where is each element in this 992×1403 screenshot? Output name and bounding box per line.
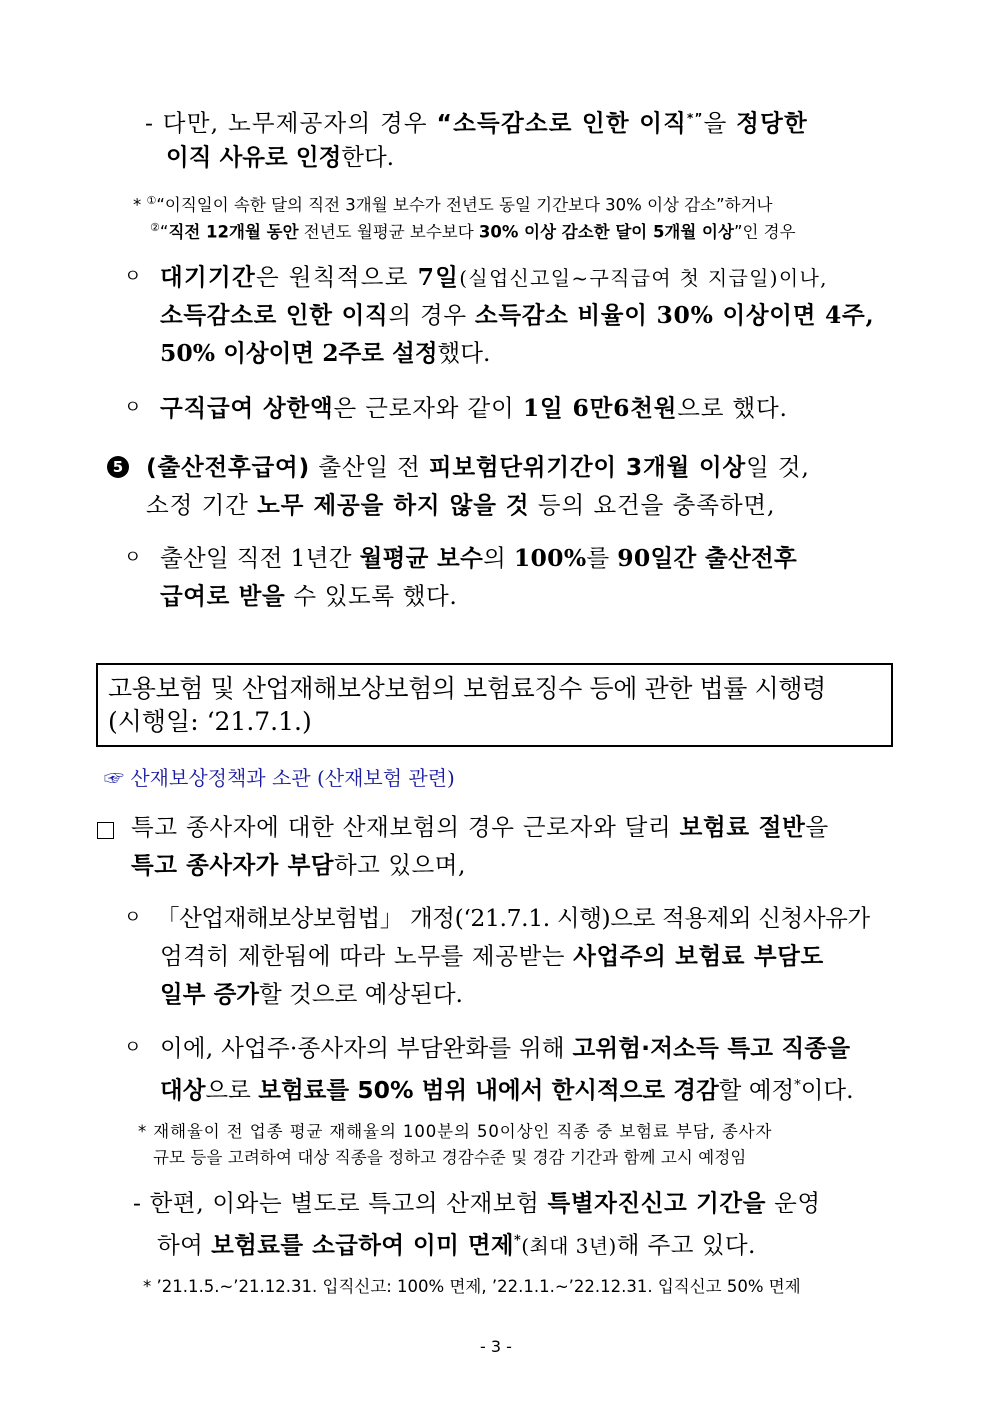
footnote-2 (150, 217, 796, 244)
page-number: - 3 - (480, 1337, 512, 1356)
text: 이에, 사업주·종사자의 부담완화를 위해 (160, 1034, 573, 1062)
bullet-marker: ㅇ (124, 397, 142, 418)
bullet-marker: ㅇ (124, 907, 142, 928)
text: 을 (703, 108, 737, 137)
bullet-marker: ㅇ (124, 266, 142, 287)
text-bold: 특고 종사자가 부담 (131, 851, 334, 879)
text: 운영 (766, 1189, 821, 1217)
text: 특고 종사자에 대한 산재보험의 경우 근로자와 달리 (131, 813, 680, 841)
regulation-title: 고용보험 및 산업재해보상보험의 보험료징수 등에 관한 법률 시행령 (108, 674, 826, 703)
footnote-mark: * (794, 1078, 801, 1093)
footnote-4 (143, 1276, 801, 1298)
text: 「산업재해보상보험법」 개정(‘21.7.1. 시행)으로 적용제외 신청사유가 (156, 904, 870, 932)
text-bold: 직전 12개월 동안 (168, 222, 299, 242)
department-reference: ☞ 산재보상정책과 소관 (산재보험 관련) (104, 766, 455, 790)
text: 를 (586, 544, 618, 572)
square-bullet-icon (97, 822, 114, 839)
dash-line-1 (145, 103, 808, 138)
dash-line-special-report-line2 (157, 1226, 756, 1261)
text: 출산일 전 (310, 453, 429, 481)
bullet-law-revision (156, 903, 870, 933)
text: 엄격히 제한됨에 따라 노무를 제공받는 (160, 942, 574, 970)
text: “ (159, 222, 169, 242)
text-bold: 소득감소 비율이 30% 이상이면 4주, (474, 301, 875, 329)
text: 등의 요건을 충족하면, (529, 491, 776, 519)
bullet-benefit-cap (160, 393, 788, 423)
text: 으로 (205, 1075, 259, 1104)
text-bold: 노무 제공을 하지 않을 것 (257, 491, 530, 519)
text-bold: 피보험단위기간이 3개월 이상 (428, 453, 747, 481)
section-heading: (출산전후급여) (146, 453, 311, 481)
text-bold: 소득감소로 인한 이직 (160, 301, 389, 329)
text-bold: 100% (513, 544, 587, 572)
text-bold: 30% 이상 감소한 달이 5개월 이상 (478, 222, 734, 242)
text: “이직일이 속한 달의 직전 3개월 보수가 전년도 동일 기간보다 30% 이상 감소”하거나 (156, 195, 773, 215)
text: * 재해율이 전 업종 평균 재해율의 100분의 50이상인 직종 중 보험료 부담, 종사자 (138, 1122, 773, 1141)
text-bold: 월평균 보수 (359, 544, 484, 572)
main-point-line2 (131, 850, 466, 880)
section5-line2 (146, 490, 775, 520)
footnote-1 (133, 190, 772, 217)
text: 하여 (157, 1230, 212, 1259)
bullet-marker: ㅇ (124, 547, 142, 568)
text-bold: 1일 6만6천원 (522, 394, 678, 422)
text: 전년도 월평균 보수보다 (298, 222, 479, 242)
text-bold: 보험료 절반 (679, 813, 806, 841)
dash-line-special-report (133, 1188, 821, 1218)
asterisk: * (133, 195, 147, 215)
text: (최대 3년) (521, 1233, 617, 1258)
text: 할 것으로 예상된다. (259, 980, 464, 1008)
bullet-waiting-period-line2 (160, 300, 874, 330)
text-bold: 이직 사유로 인정 (166, 143, 342, 171)
bullet-premium-reduction-line2 (160, 1071, 854, 1105)
text-bold: 보험료를 50% 범위 내에서 한시적으로 경감 (258, 1075, 719, 1104)
text: * ’21.1.5.~’21.12.31. 입직신고: 100% 면제, ’22.1.1.~’22.12.31. 입직신고 50% 면제 (143, 1277, 801, 1296)
text: 을 (805, 813, 829, 841)
text: 일 것, (746, 453, 810, 481)
footnote-mark: * (514, 1233, 522, 1248)
text-bold: 사업주의 보험료 부담도 (573, 942, 824, 970)
text-bold: 7일 (417, 263, 460, 291)
text: ”인 경우 (733, 222, 796, 242)
text: 한다. (341, 143, 395, 171)
bullet-maternity-line2 (160, 581, 457, 611)
text: 의 경우 (388, 301, 475, 329)
text: 이다. (800, 1075, 854, 1104)
section5-line1 (146, 452, 810, 482)
text: - 다만, 노무제공자의 경우 (145, 108, 437, 137)
text: 출산일 직전 1년간 (160, 544, 360, 572)
text-bold: 대기기간 (160, 263, 257, 291)
text: 의 (483, 544, 514, 572)
text-bold: 구직급여 상한액 (160, 394, 334, 422)
footnote-3 (138, 1121, 772, 1143)
text: 하고 있으며, (333, 851, 466, 879)
text-bold: 급여로 받을 (160, 582, 286, 610)
text: 할 예정 (718, 1075, 795, 1104)
bullet-premium-reduction (160, 1033, 850, 1063)
text-bold: 대상 (160, 1075, 206, 1104)
bullet-waiting-period (160, 262, 828, 293)
dash-line-1-cont (166, 142, 394, 172)
text: 으로 했다. (677, 394, 788, 422)
bullet-law-revision-line3 (160, 979, 463, 1009)
bullet-marker: ㅇ (124, 1037, 142, 1058)
footnote-mark: *” (687, 111, 704, 125)
text-bold: 일부 증가 (160, 980, 259, 1008)
text-bold: 50% 이상이면 2주로 설정 (160, 339, 438, 367)
text: 소정 기간 (146, 491, 258, 519)
text-bold: “소득감소로 인한 이직 (436, 108, 688, 137)
text: 규모 등을 고려하여 대상 직종을 정하고 경감수준 및 경감 기간과 함께 고시 예정임 (153, 1148, 747, 1167)
bullet-law-revision-line2 (160, 941, 824, 971)
bullet-waiting-period-line3 (160, 338, 490, 368)
regulation-title-box (96, 663, 893, 747)
text: - 한편, 이와는 별도로 특고의 산재보험 (133, 1189, 548, 1217)
text-bold: 보험료를 소급하여 이미 면제 (211, 1230, 515, 1259)
text-bold: 고위험·저소득 특고 직종을 (572, 1034, 851, 1062)
circled-1: ① (146, 194, 157, 207)
text-bold: 정당한 (736, 108, 808, 137)
text-bold: 특별자진신고 기간을 (547, 1189, 767, 1217)
text: 해 주고 있다. (616, 1230, 756, 1259)
text: 했다. (437, 339, 491, 367)
text: 은 근로자와 같이 (333, 394, 523, 422)
text-bold: 90일간 출산전후 (617, 544, 798, 572)
text: 은 원칙적으로 (256, 263, 418, 291)
main-point-line1 (131, 812, 829, 842)
circled-2: ② (150, 221, 160, 234)
text: 수 있도록 했다. (285, 582, 458, 610)
footnote-3-line2 (153, 1147, 746, 1169)
text: (실업신고일~구직급여 첫 지급일)이나, (459, 266, 828, 290)
circled-number-5: 5 (107, 456, 129, 478)
effective-date: (시행일: ‘21.7.1.) (108, 707, 312, 736)
bullet-maternity (160, 543, 797, 573)
